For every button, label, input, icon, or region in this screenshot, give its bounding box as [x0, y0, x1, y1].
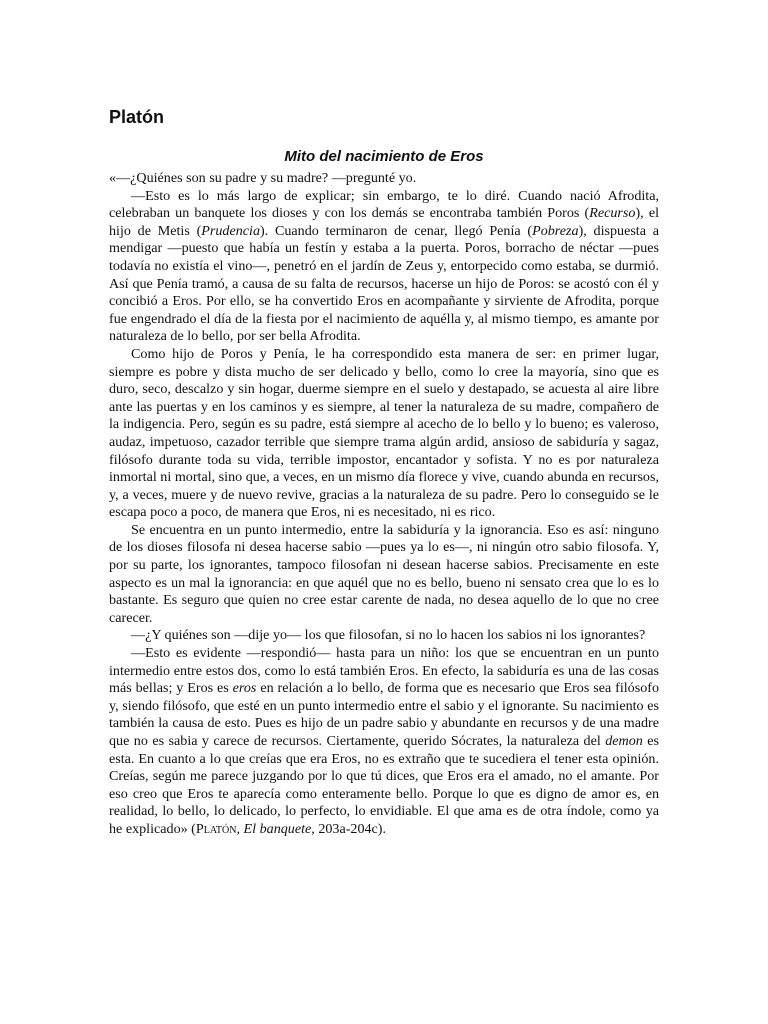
paragraph: —Esto es evidente —respondió— hasta para un niño: los que se encuentran en un punto intermedio entre estos dos, como lo está también Eros. En efecto, la sabiduría es una de las cosas más bellas; y Eros es eros en relación a lo bello, de forma que es necesario que Eros sea filósofo y, siendo filósofo, que esté en un punto intermedio entre el sabio y el ignorante. Su nacimiento es también la causa de esto. Pues es hijo de un padre sabio y abundante en recursos y de una madre que no es sabia y carece de recursos. Ciertamente, querido Sócrates, la naturaleza del demon es esta. En cuanto a lo que creías que era Eros, no es extraño que te sucediera el tener esta opinión. Creías, según me parece juzgando por lo que tú dices, que Eros era el amado, no el amante. Por eso creo que Eros te aparecía como enteramente bello. Porque lo que es digno de amor es, en realidad, lo bello, lo delicado, lo perfecto, lo envidiable. El que ama es de otra índole, como ya he explicado» (Platón, El banquete, 203a-204c).: [109, 645, 660, 837]
paragraph: —Esto es lo más largo de explicar; sin embargo, te lo diré. Cuando nació Afrodita, celebraban un banquete los dioses y con los demás se encontraba también Poros (Recurso), el hijo de Metis (Prudencia). Cuando terminaron de cenar, llegó Penía (Pobreza), dispuesta a mendigar —puesto que había un festín y estaba a la puerta. Poros, borracho de néctar —pues todavía no existía el vino—, penetró en el jardín de Zeus y, entorpecido como estaba, se durmió. Así que Penía tramó, a causa de su falta de recursos, hacerse un hijo de Poros: se acostó con él y concibió a Eros. Por ello, se ha convertido Eros en acompañante y sirviente de Afrodita, porque fue engendrado el día de la fiesta por el nacimiento de aquélla y, al mismo tiempo, es amante por naturaleza de lo bello, por ser bella Afrodita.: [109, 187, 659, 345]
italic-text: eros: [232, 680, 257, 697]
paragraph: «—¿Quiénes son su padre y su madre? —pregunté yo.: [109, 170, 417, 186]
document-page: [109, 106, 659, 839]
italic-text: Pobreza: [532, 222, 579, 239]
paragraph: Se encuentra en un punto intermedio, entre la sabiduría y la ignorancia. Eso es así: ninguno de los dioses filosofa ni desea hacerse sabio —pues ya lo es—, ni ningún otro sabio filosofa. Y, por su parte, los ignorantes, tampoco filosofan ni desean hacerse sabios. Precisamente en este aspecto es un mal la ignorancia: en que aquél que no es bello, bueno ni sensato crea que lo es lo bastante. Es seguro que quien no cree estar carente de nada, no desea aquello de lo que no cree carecer.: [109, 521, 659, 626]
italic-text: Recurso: [589, 205, 636, 222]
paragraph: —¿Y quiénes son —dije yo— los que filosofan, si no lo hacen los sabios ni los ignorantes?: [131, 627, 646, 644]
italic-text: El banquete: [243, 820, 312, 837]
italic-text: Prudencia: [201, 222, 260, 239]
body-text: [109, 170, 659, 839]
small-caps-author: Platón: [195, 820, 237, 837]
paragraph: Como hijo de Poros y Penía, le ha correspondido esta manera de ser: en primer lugar, siempre es pobre y dista mucho de ser delicado y bello, como lo cree la mayoría, sino que es duro, seco, descalzo y sin hogar, duerme siempre en el suelo y destapado, se acuesta al aire libre ante las puertas y en los caminos y es siempre, al tener la naturaleza de su madre, compañero de la indigencia. Pero, según es su padre, está siempre al acecho de lo bello y lo bueno; es valeroso, audaz, impetuoso, cazador terrible que siempre trama algún ardid, ansioso de sabiduría y sagaz, filósofo durante toda su vida, terrible impostor, encantador y sofista. Y no es por naturaleza inmortal ni mortal, sino que, a veces, en un mismo día florece y vive, cuando abunda en recursos, y, a veces, muere y de nuevo revive, gracias a la naturaleza de su padre. Pero lo conseguido se le escapa poco a poco, de manera que Eros, ni es necesitado, ni es rico.: [109, 345, 659, 521]
author-heading: Platón: [109, 107, 165, 127]
italic-text: demon: [605, 733, 643, 749]
section-title: Mito del nacimiento de Eros: [284, 148, 484, 165]
